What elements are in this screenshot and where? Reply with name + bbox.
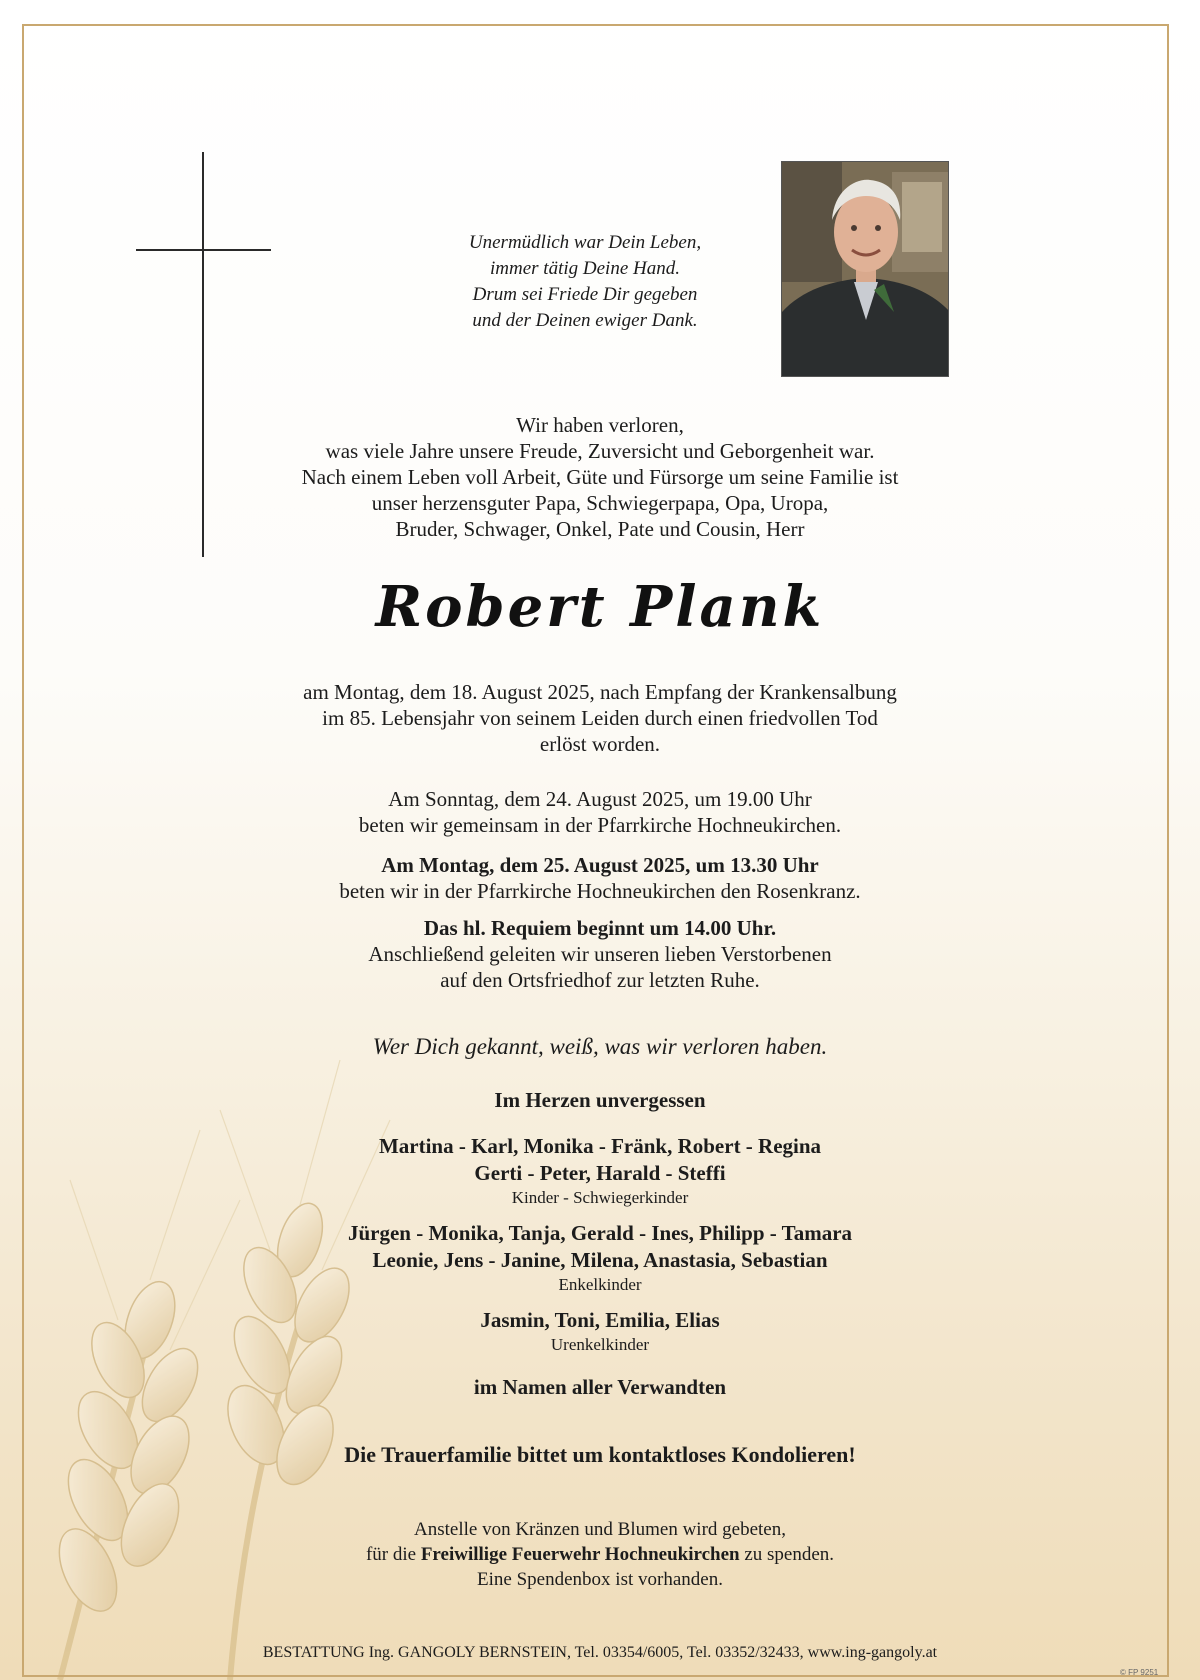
rosary-sunday	[0, 786, 1200, 838]
donation-text: zu spenden.	[739, 1544, 835, 1565]
document-code: © FP 9251	[1120, 1668, 1159, 1677]
donation-recipient: Freiwillige Feuerwehr Hochneukirchen	[420, 1544, 740, 1565]
children-group	[0, 1133, 1200, 1209]
memorial-poem	[420, 230, 750, 334]
contactless-notice: Die Trauerfamilie bittet um kontaktloses Kondolieren!	[344, 1442, 856, 1467]
grandchildren-role: Enkelkinder	[558, 1275, 642, 1294]
great-grandchildren-names: Jasmin, Toni, Emilia, Elias	[480, 1308, 720, 1332]
memory-heading: Im Herzen unvergessen	[494, 1088, 706, 1112]
funeral-home-footer: BESTATTUNG Ing. GANGOLY BERNSTEIN, Tel. 03354/6005, Tel. 03352/32433, www.ing-gangoly.at	[262, 1644, 938, 1661]
grandchildren-names: Jürgen - Monika, Tanja, Gerald - Ines, Philipp - Tamara	[347, 1221, 853, 1245]
poem-line: Unermüdlich war Dein Leben,	[468, 232, 702, 253]
intro-line: unser herzensguter Papa, Schwiegerpapa, Opa, Uropa,	[371, 491, 829, 515]
rosary-monday-heading: Am Montag, dem 25. August 2025, um 13.30 Uhr	[381, 853, 819, 877]
rosary-sunday-line: Am Sonntag, dem 24. August 2025, um 19.00 Uhr	[388, 787, 812, 811]
rosary-monday-line: beten wir in der Pfarrkirche Hochneukirchen den Rosenkranz.	[339, 879, 861, 903]
children-role: Kinder - Schwiegerkinder	[511, 1188, 689, 1207]
relatives-line: im Namen aller Verwandten	[473, 1375, 727, 1399]
great-grandchildren-role: Urenkelkinder	[550, 1335, 650, 1354]
donation-notice	[0, 1517, 1200, 1592]
requiem-line: Anschließend geleiten wir unseren lieben Verstorbenen	[368, 942, 832, 966]
memorial-quote: Wer Dich gekannt, weiß, was wir verloren haben.	[372, 1034, 828, 1059]
rosary-monday	[0, 852, 1200, 904]
cross-horizontal-bar	[136, 249, 271, 251]
children-names: Martina - Karl, Monika - Fränk, Robert - Regina	[378, 1134, 822, 1158]
grandchildren-names: Leonie, Jens - Janine, Milena, Anastasia, Sebastian	[372, 1248, 828, 1272]
donation-text: für die	[365, 1544, 421, 1565]
portrait-photo	[781, 161, 949, 377]
requiem-heading: Das hl. Requiem beginnt um 14.00 Uhr.	[423, 916, 777, 940]
poem-line: und der Deinen ewiger Dank.	[472, 310, 698, 331]
intro-line: Nach einem Leben voll Arbeit, Güte und Fürsorge um seine Familie ist	[301, 465, 899, 489]
donation-line: Anstelle von Kränzen und Blumen wird gebeten,	[414, 1519, 786, 1540]
children-names: Gerti - Peter, Harald - Steffi	[474, 1161, 726, 1185]
requiem-line: auf den Ortsfriedhof zur letzten Ruhe.	[440, 968, 760, 992]
donation-line: Eine Spendenbox ist vorhanden.	[477, 1569, 723, 1590]
poem-line: Drum sei Friede Dir gegeben	[472, 284, 698, 305]
intro-text	[0, 412, 1200, 542]
death-line: am Montag, dem 18. August 2025, nach Empfang der Krankensalbung	[303, 680, 897, 704]
donation-line	[0, 1542, 1200, 1567]
rosary-sunday-line: beten wir gemeinsam in der Pfarrkirche Hochneukirchen.	[358, 813, 842, 837]
intro-line: Wir haben verloren,	[516, 413, 684, 437]
death-notice	[0, 679, 1200, 757]
intro-line: Bruder, Schwager, Onkel, Pate und Cousin, Herr	[395, 517, 805, 541]
requiem-info	[0, 915, 1200, 993]
death-line: erlöst worden.	[539, 732, 661, 756]
poem-line: immer tätig Deine Hand.	[490, 258, 680, 279]
deceased-name: Robert Plank	[375, 574, 825, 640]
great-grandchildren-group	[0, 1307, 1200, 1356]
intro-line: was viele Jahre unsere Freude, Zuversicht und Geborgenheit war.	[325, 439, 875, 463]
grandchildren-group	[0, 1220, 1200, 1296]
death-line: im 85. Lebensjahr von seinem Leiden durch einen friedvollen Tod	[322, 706, 878, 730]
